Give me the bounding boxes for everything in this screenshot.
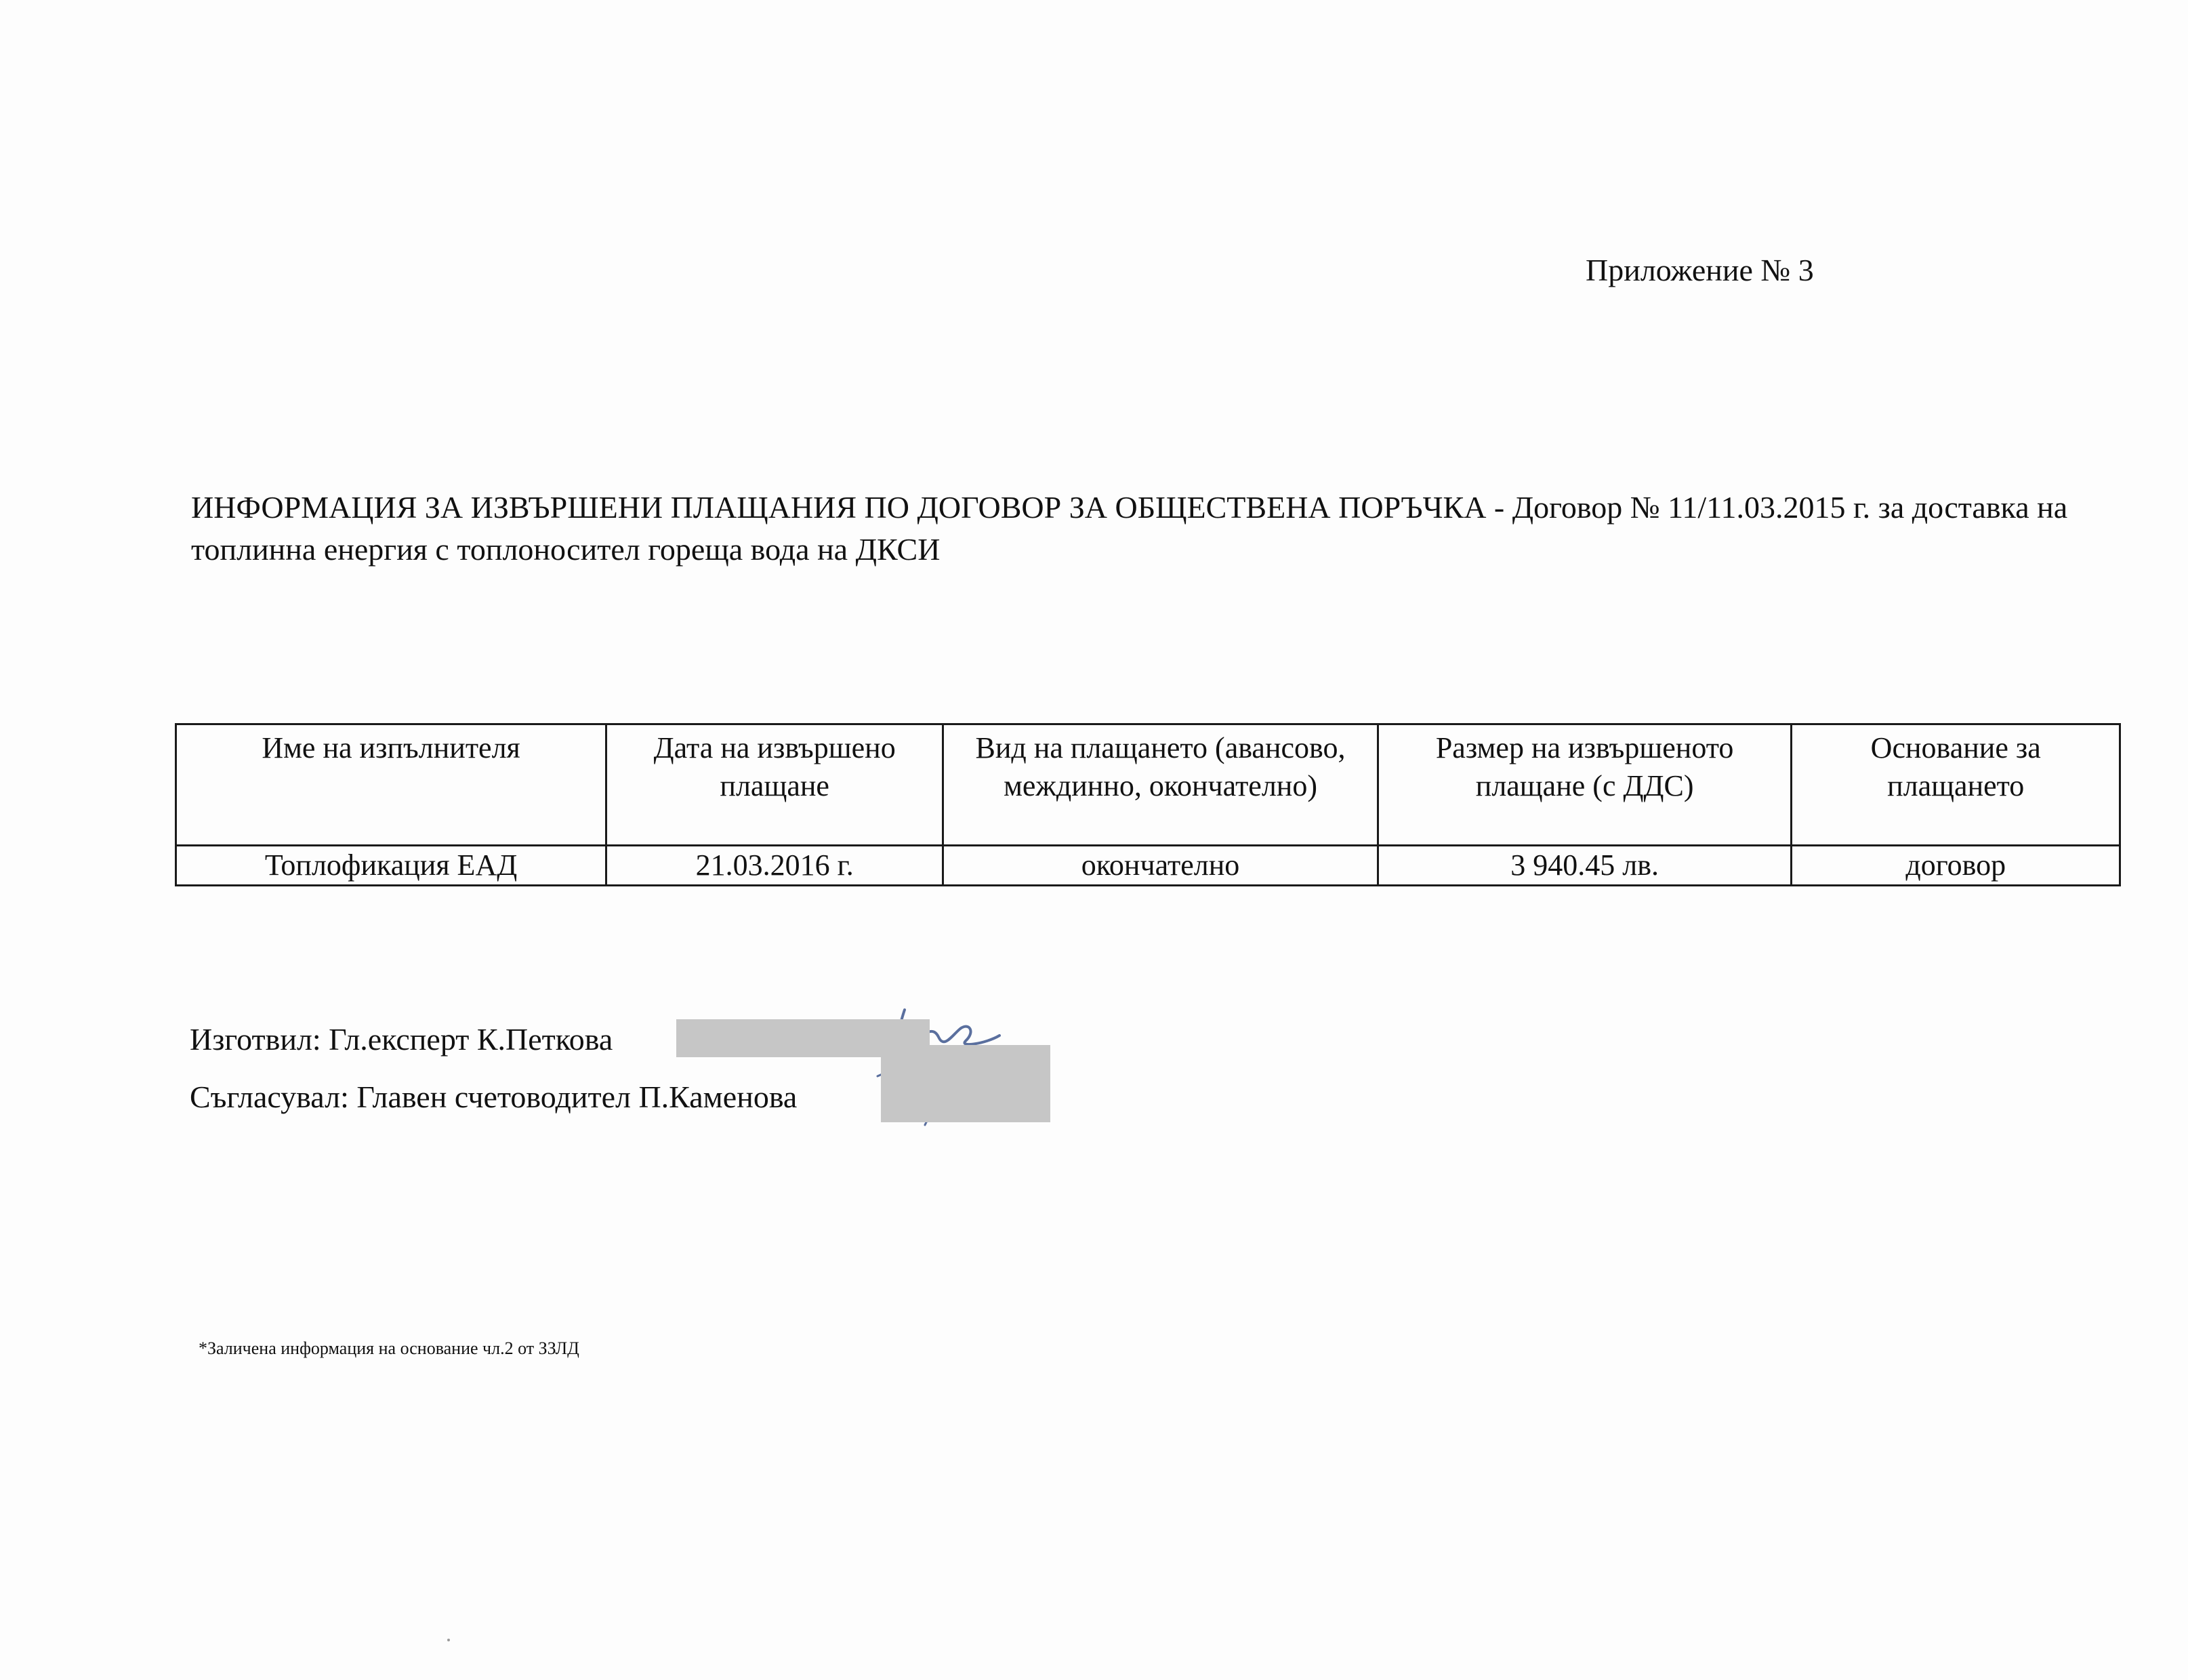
scan-speck <box>447 1639 450 1641</box>
appendix-label: Приложение № 3 <box>1586 253 1814 287</box>
cell-contractor-name: Топлофикация ЕАД <box>176 846 606 886</box>
table-row <box>176 846 2120 886</box>
document-title: ИНФОРМАЦИЯ ЗА ИЗВЪРШЕНИ ПЛАЩАНИЯ ПО ДОГОВОР ЗА ОБЩЕСТВЕНА ПОРЪЧКА - Договор № 11/11.03.2015 г. за доставка на топлинна енергия с топлоносител гореща вода на ДКСИ <box>191 490 2068 567</box>
prepared-by-line: Изготвил: Гл.експерт К.Петкова <box>190 1022 613 1057</box>
agreed-by-line: Съгласувал: Главен счетоводител П.Каменова <box>190 1080 798 1114</box>
redaction-footnote: *Заличена информация на основание чл.2 от ЗЗЛД <box>199 1338 579 1358</box>
cell-payment-date: 21.03.2016 г. <box>606 846 943 886</box>
table-header-row <box>176 724 2120 846</box>
payments-table <box>175 723 2121 886</box>
header-payment-basis: Основание за плащането <box>1792 724 2120 846</box>
redaction-box-agreed <box>881 1045 1050 1122</box>
header-payment-amount: Размер на извършеното плащане (с ДДС) <box>1378 724 1792 846</box>
header-contractor-name: Име на изпълнителя <box>176 724 606 846</box>
header-payment-date: Дата на извършено плащане <box>606 724 943 846</box>
cell-payment-amount: 3 940.45 лв. <box>1378 846 1792 886</box>
cell-payment-basis: договор <box>1792 846 2120 886</box>
header-payment-type: Вид на плащането (авансово, междинно, окончателно) <box>943 724 1378 846</box>
cell-payment-type: окончателно <box>943 846 1378 886</box>
